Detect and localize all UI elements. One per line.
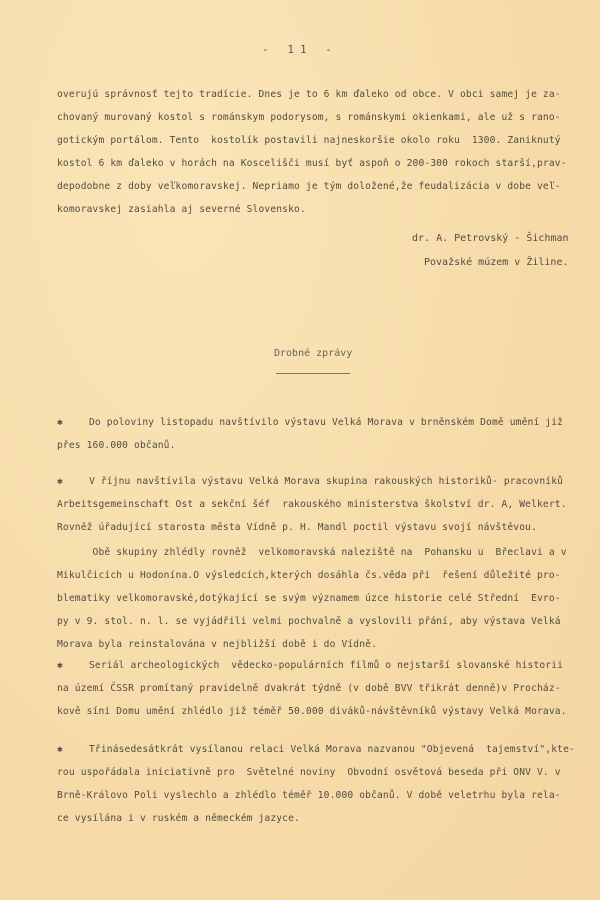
text-line: přes 160.000 občanů. [57, 440, 176, 451]
text-line: depodobne z doby veľkomoravskej. Nepriamo je tým doložené,že feudalizácia v dobe veľ- [57, 181, 561, 192]
text-line: py v 9. stol. n. l. se vyjádřili velmi pochvalně a vyslovili přání, aby výstava Velká [57, 616, 561, 627]
text-line: blematiky velkomoravské,dotýkající se svým významem úzce historie celé Střední Evro- [57, 593, 561, 604]
bullet-icon: ✱ [57, 660, 63, 671]
text-line: kostol 6 km ďaleko v horách na Koscelišči musí byť aspoň o 200-300 rokoch starší,prav- [57, 158, 567, 169]
text-line: Morava byla reinstalována v nejbližší době i do Vídně. [57, 639, 377, 650]
bullet-icon: ✱ [57, 476, 63, 487]
text-line: Seriál archeologických vědecko-populárních filmů o nejstarší slovanské historii [89, 660, 564, 671]
text-line: overujú správnosť tejto tradície. Dnes je to 6 km ďaleko od obce. V obci samej je za- [57, 89, 561, 100]
text-line: V říjnu navštívila výstavu Velká Morava skupina rakouských historiků- pracovníků [89, 476, 564, 487]
text-line: Obě skupiny zhlédly rovněž velkomoravská naleziště na Pohansku u Břeclavi a v [57, 547, 567, 558]
text-line: komoravskej zasiahla aj severné Slovensko. [57, 204, 306, 215]
text-line: rou uspořádala iniciativně pro Světelné noviny Obvodní osvětová beseda při ONV V. v [57, 767, 561, 778]
page-number: - 11 - [262, 43, 338, 56]
bullet-icon: ✱ [57, 417, 63, 428]
text-line: Mikulčicích u Hodonína.O výsledcích,kterých dosáhla čs.věda při řešení důležité pro- [57, 570, 561, 581]
text-line: ce vysílána i v ruském a německém jazyce. [57, 813, 300, 824]
text-line: Brně-Královo Poli vyslechlo a zhlédlo téměř 10.000 občanů. V době veletrhu byla rela- [57, 790, 561, 801]
text-line: kově síni Domu umění zhlédlo již téměř 50.000 diváků-návštěvníků výstavy Velká Morava. [57, 706, 567, 717]
text-line: Arbeitsgemeinschaft Ost a sekční šéf rakouského ministerstva školství dr. A, Welkert. [57, 499, 567, 510]
author-institution: Považské múzem v Žiline. [424, 257, 569, 268]
section-heading: Drobné zprávy [274, 348, 353, 359]
bullet-icon: ✱ [57, 744, 63, 755]
author-name: dr. A. Petrovský - Šichman [412, 233, 569, 244]
text-line: na území ČSSR promítaný pravidelně dvakrát týdně (v době BVV třikrát denně)v Procház- [57, 683, 561, 694]
heading-underline [276, 373, 350, 374]
text-line: chovaný murovaný kostol s románskym podorysom, s románskymi okienkami, ale už s rano- [57, 112, 561, 123]
text-line: Rovněž úřadující starosta města Vídně p. H. Mandl poctil výstavu svojí návštěvou. [57, 522, 537, 533]
text-line: Třinásedesátkrát vysílanou relaci Velká Morava nazvanou "Objevená tajemství",kte- [89, 744, 575, 755]
text-line: Do poloviny listopadu navštívilo výstavu Velká Morava v brněnském Domě umění již [89, 417, 564, 428]
text-line: gotickým portálom. Tento kostolík postavili najneskoršie okolo roku 1300. Zaniknutý [57, 135, 561, 146]
